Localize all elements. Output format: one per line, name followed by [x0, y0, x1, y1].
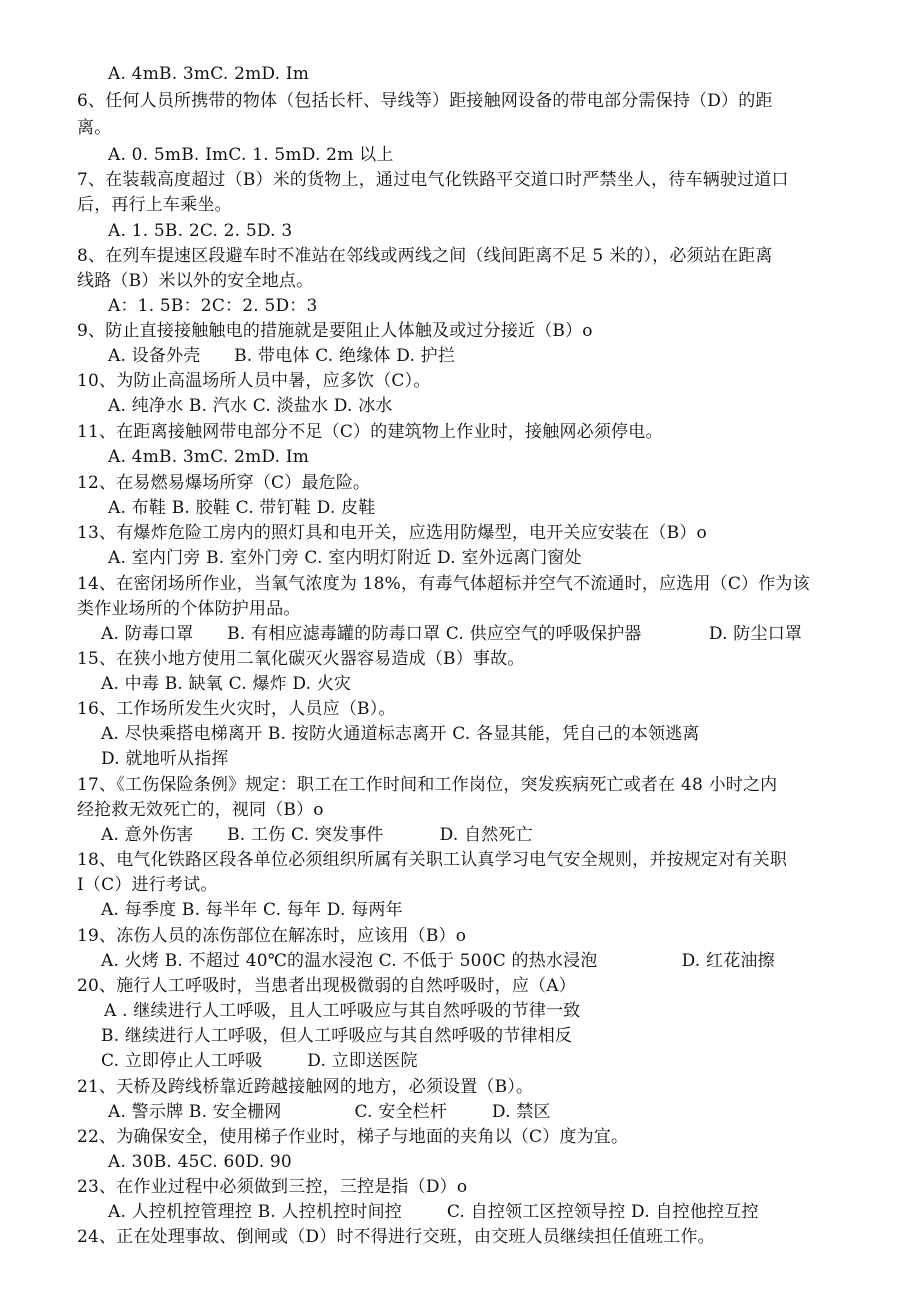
answer-options-q19: A. 火烤 B. 不超过 40℃的温水浸泡 C. 不低于 500C 的热水浸泡 D. 红花油擦	[101, 951, 775, 971]
answer-options-q6: A. 0. 5mB. ImC. 1. 5mD. 2m 以上	[108, 145, 394, 165]
question-6-cont: 离。	[77, 118, 112, 138]
question-14: 14、在密闭场所作业，当氧气浓度为 18%，有毒气体超标并空气不流通时，应选用（C）作为该	[77, 574, 810, 594]
question-13: 13、有爆炸危险工房内的照灯具和电开关，应选用防爆型，电开关应安装在（B）o	[77, 523, 707, 543]
question-15: 15、在狭小地方使用二氧化碳灭火器容易造成（B）事故。	[77, 649, 525, 669]
answer-options-q22: A. 30B. 45C. 60D. 90	[108, 1152, 292, 1172]
question-18: 18、电气化铁路区段各单位必须组织所属有关职工认真学习电气安全规则，并按规定对有关职	[77, 850, 788, 870]
question-14-cont: 类作业场所的个体防护用品。	[77, 599, 301, 619]
question-17-cont: 经抢救无效死亡的，视同（B）o	[77, 800, 324, 820]
question-7-cont: 后，再行上车乘坐。	[77, 195, 232, 215]
answer-options-q16: A. 尽快乘搭电梯离开 B. 按防火通道标志离开 C. 各显其能，凭自己的本领逃离	[101, 724, 700, 744]
question-10: 10、为防止高温场所人员中暑，应多饮（C）。	[77, 371, 431, 391]
answer-options-q12: A. 布鞋 B. 胶鞋 C. 带钉鞋 D. 皮鞋	[108, 498, 376, 518]
question-23: 23、在作业过程中必须做到三控，三控是指（D）o	[77, 1177, 468, 1197]
question-22: 22、为确保安全，使用梯子作业时，梯子与地面的夹角以（C）度为宜。	[77, 1127, 629, 1147]
question-24: 24、正在处理事故、倒闸或（D）时不得进行交班，由交班人员继续担任值班工作。	[77, 1227, 715, 1247]
question-17: 17、《工伤保险条例》规定：职工在工作时间和工作岗位，突发疾病死亡或者在 48 小时之内	[77, 775, 778, 795]
question-7: 7、在装载高度超过（B）米的货物上，通过电气化铁路平交道口时严禁坐人，待车辆驶过道口	[77, 170, 789, 190]
question-11: 11、在距离接触网带电部分不足（C）的建筑物上作业时，接触网必须停电。	[77, 422, 663, 442]
answer-options-q15: A. 中毒 B. 缺氧 C. 爆炸 D. 火灾	[101, 674, 352, 694]
question-21: 21、天桥及跨线桥靠近跨越接触网的地方，必须设置（B）。	[77, 1077, 534, 1097]
answer-option-q20-b: B. 继续进行人工呼吸，但人工呼吸应与其自然呼吸的节律相反	[101, 1026, 573, 1046]
question-19: 19、冻伤人员的冻伤部位在解冻时，应该用（B）o	[77, 926, 467, 946]
answer-options-q10: A. 纯净水 B. 汽水 C. 淡盐水 D. 冰水	[108, 396, 393, 416]
answer-options-q17: A. 意外伤害 B. 工伤 C. 突发事件 D. 自然死亡	[101, 825, 533, 845]
answer-options-q5: A. 4mB. 3mC. 2mD. Im	[108, 64, 310, 84]
question-16: 16、工作场所发生火灾时，人员应（B）。	[77, 699, 396, 719]
answer-options-q8: A：1. 5B：2C：2. 5D：3	[108, 296, 318, 316]
question-18-cont: I（C）进行考试。	[77, 875, 218, 895]
answer-options-q16-cont: D. 就地听从指挥	[101, 749, 229, 769]
answer-options-q7: A. 1. 5B. 2C. 2. 5D. 3	[108, 221, 293, 241]
answer-option-q20-a: A . 继续进行人工呼吸，且人工呼吸应与其自然呼吸的节律一致	[104, 1001, 581, 1021]
question-12: 12、在易燃易爆场所穿（C）最危险。	[77, 473, 371, 493]
answer-options-q20-cd: C. 立即停止人工呼吸 D. 立即送医院	[101, 1051, 418, 1071]
answer-options-q23: A. 人控机控管理控 B. 人控机控时间控 C. 自控领工区控领导控 D. 自控他控互控	[108, 1202, 759, 1222]
answer-options-q13: A. 室内门旁 B. 室外门旁 C. 室内明灯附近 D. 室外远离门窗处	[108, 548, 582, 568]
question-20: 20、施行人工呼吸时，当患者出现极微弱的自然呼吸时，应（A）	[77, 976, 576, 996]
answer-options-q21: A. 警示牌 B. 安全栅网 C. 安全栏杆 D. 禁区	[108, 1102, 551, 1122]
answer-options-q18: A. 每季度 B. 每半年 C. 每年 D. 每两年	[101, 900, 403, 920]
answer-options-q9: A. 设备外壳 B. 带电体 C. 绝缘体 D. 护拦	[108, 346, 456, 366]
answer-options-q14: A. 防毒口罩 B. 有相应滤毒罐的防毒口罩 C. 供应空气的呼吸保护器 D. 防尘口罩	[101, 624, 803, 644]
question-8: 8、在列车提速区段避车时不准站在邻线或两线之间（线间距离不足 5 米的），必须站在距离	[77, 246, 773, 266]
question-8-cont: 线路（B）米以外的安全地点。	[77, 271, 314, 291]
question-9: 9、防止直接接触触电的措施就是要阻止人体触及或过分接近（B）o	[77, 321, 593, 341]
question-6: 6、任何人员所携带的物体（包括长杆、导线等）距接触网设备的带电部分需保持（D）的距	[77, 91, 773, 111]
answer-options-q11: A. 4mB. 3mC. 2mD. Im	[108, 447, 310, 467]
